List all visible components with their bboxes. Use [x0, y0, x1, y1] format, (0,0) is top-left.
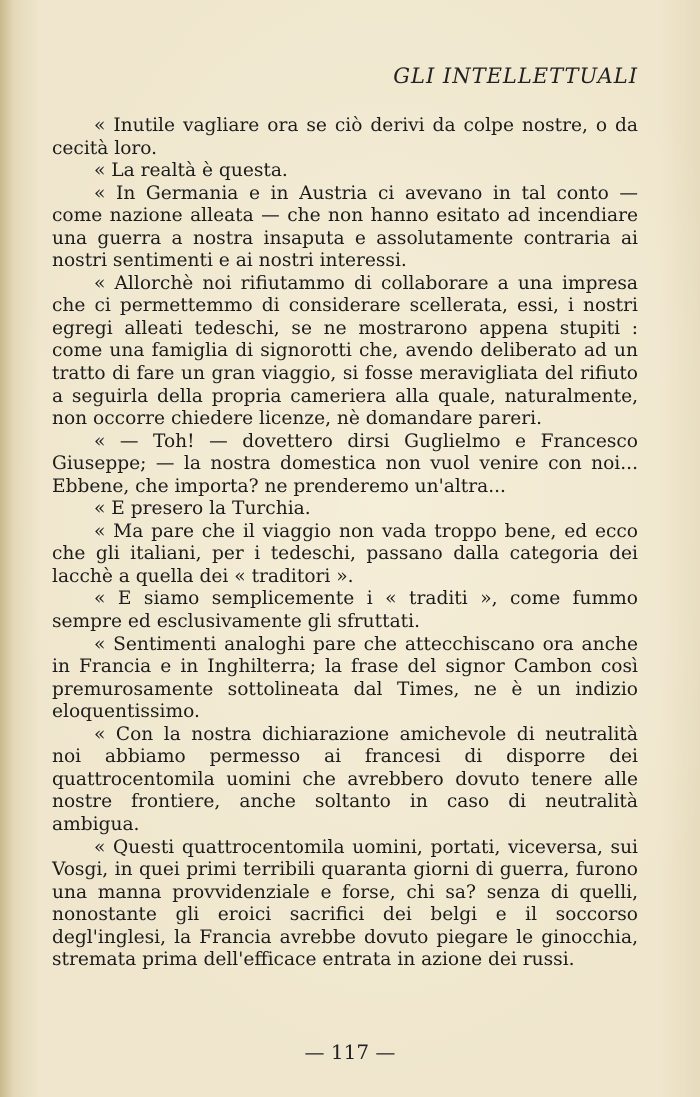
- paragraph: « E presero la Turchia.: [94, 498, 311, 520]
- paragraph: « E siamo semplicemente i « traditi », come fummo sempre ed esclusivamente gli sfruttati.: [52, 588, 638, 633]
- paragraph: « La realtà è questa.: [94, 160, 288, 182]
- paragraph: « Ma pare che il viaggio non vada troppo bene, ed ecco che gli italiani, per i tedeschi, passano dalla categoria dei lacchè a quella dei « traditori ».: [52, 520, 638, 587]
- paragraph: « Questi quattrocentomila uomini, portati, viceversa, sui Vosgi, in quei primi terribili quaranta giorni di guerra, furono una manna provvidenziale e forse, chi sa? senza di quelli, nonostante gli eroici sacrifici dei belgi e il soccorso degl'inglesi, la Francia avrebbe dovuto piegare le ginocchia, stremata prima dell'efficace entrata in azione dei russi.: [52, 836, 638, 971]
- paragraph: « Con la nostra dichiarazione amichevole di neutralità noi abbiamo permesso ai francesi di disporre dei quattrocentomila uomini che avrebbero dovuto tenere alle nostre frontiere, anche soltanto in caso di neutralità ambigua.: [52, 723, 638, 835]
- paragraph: « In Germania e in Austria ci avevano in tal conto — come nazione alleata — che non hanno esitato ad incendiare una guerra a nostra insaputa e assolutamente contraria ai nostri sentimenti e ai nostri interessi.: [52, 182, 638, 272]
- paragraph: « — Toh! — dovettero dirsi Guglielmo e Francesco Giuseppe; — la nostra domestica non vuol venire con noi... Ebbene, che importa? ne prenderemo un'altra...: [52, 430, 638, 497]
- page-number: — 117 —: [304, 1040, 396, 1064]
- body-text: [52, 115, 638, 972]
- paragraph: « Inutile vagliare ora se ciò derivi da colpe nostre, o da cecità loro.: [52, 115, 638, 159]
- paragraph: « Sentimenti analoghi pare che attecchiscano ora anche in Francia e in Inghilterra; la frase del signor Cambon così premurosamente sottolineata dal Times, ne è un indizio eloquentissimo.: [52, 633, 638, 723]
- running-head: GLI INTELLETTUALI: [393, 64, 638, 88]
- paragraph: « Allorchè noi rifiutammo di collaborare a una impresa che ci permettemmo di considerare scellerata, essi, i nostri egregi alleati tedeschi, se ne mostrarono appena stupiti : come una famiglia di signorotti che, avendo deliberato ad un tratto di fare un gran viaggio, si fosse meravigliata del rifiuto a seguirla della propria cameriera alla quale, naturalmente, non occorre chiedere licenze, nè domandare pareri.: [52, 272, 638, 430]
